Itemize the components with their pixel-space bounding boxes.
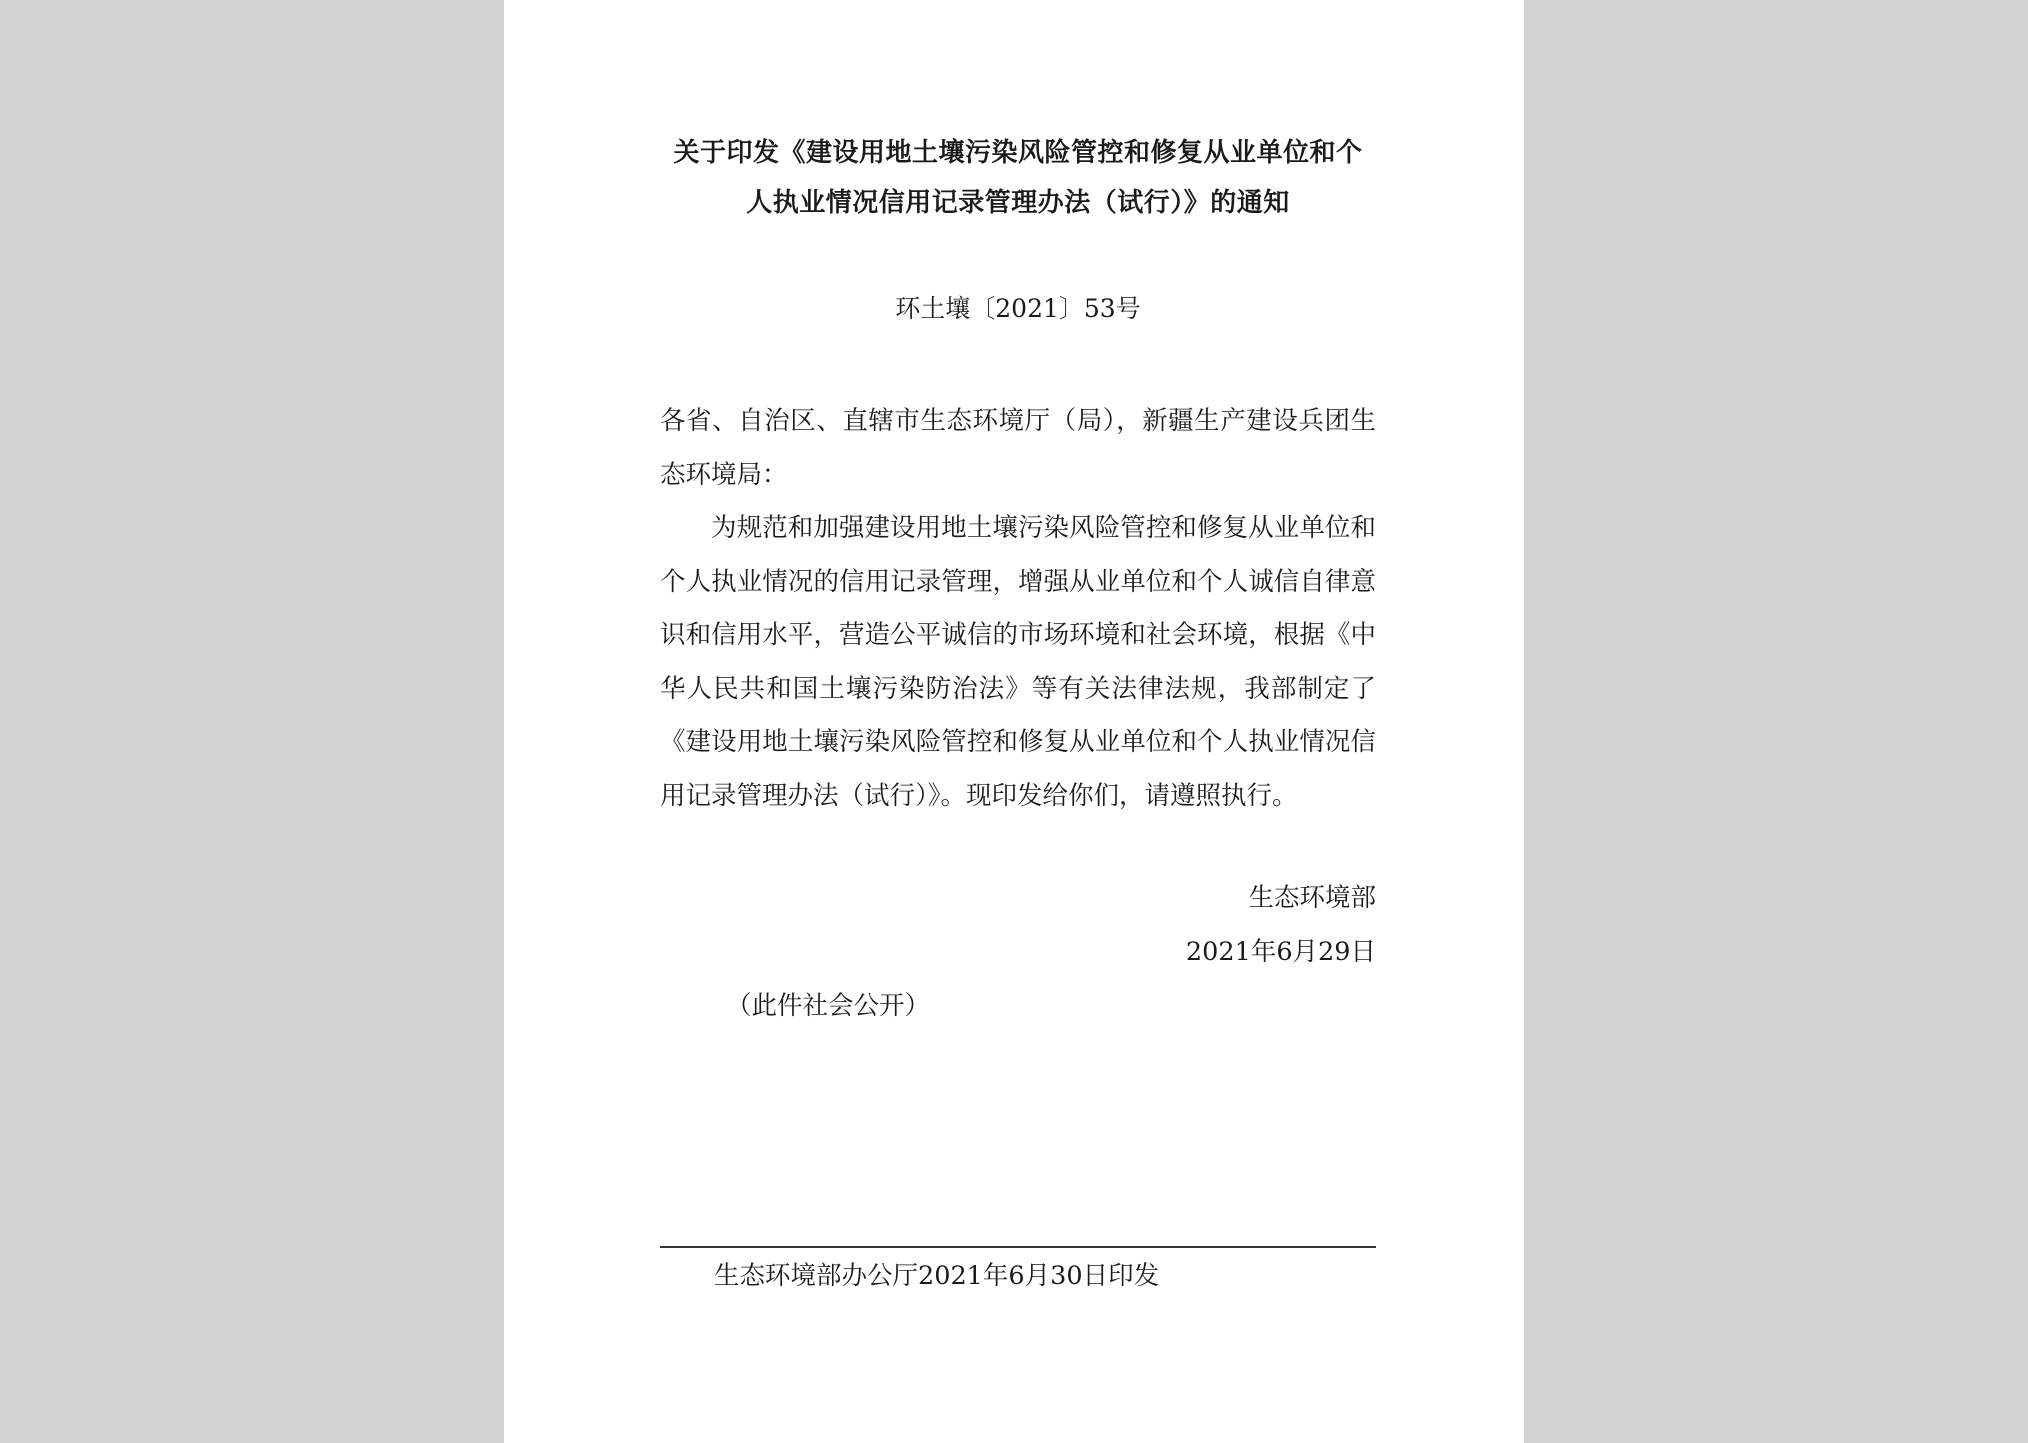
title-line-1: 关于印发《建设用地土壤污染风险管控和修复从业单位和个 — [673, 138, 1363, 168]
document-page — [504, 0, 1524, 1443]
issue-date: 2021年6月29日 — [1185, 937, 1376, 967]
document-body — [660, 395, 1376, 823]
public-disclosure-note: （此件社会公开） — [726, 991, 931, 1021]
printing-note: 生态环境部办公厅2021年6月30日印发 — [714, 1261, 1160, 1291]
document-title — [660, 128, 1376, 228]
title-line-2: 人执业情况信用记录管理办法（试行）》的通知 — [746, 188, 1290, 218]
addressee: 各省、自治区、直辖市生态环境厅（局），新疆生产建设兵团生态环境局： — [660, 406, 1376, 490]
body-paragraph: 为规范和加强建设用地土壤污染风险管控和修复从业单位和个人执业情况的信用记录管理，增强从业单位和个人诚信自律意识和信用水平，营造公平诚信的市场环境和社会环境，根据《中华人民共和国土壤污染防治法》等有关法律法规，我部制定了《建设用地土壤污染风险管控和修复从业单位和个人执业情况信用记录管理办法（试行）》。现印发给你们，请遵照执行。 — [660, 513, 1376, 811]
issuer-signature: 生态环境部 — [1248, 883, 1376, 913]
document-number: 环土壤〔2021〕53号 — [895, 294, 1141, 323]
footer-divider — [660, 1246, 1376, 1248]
